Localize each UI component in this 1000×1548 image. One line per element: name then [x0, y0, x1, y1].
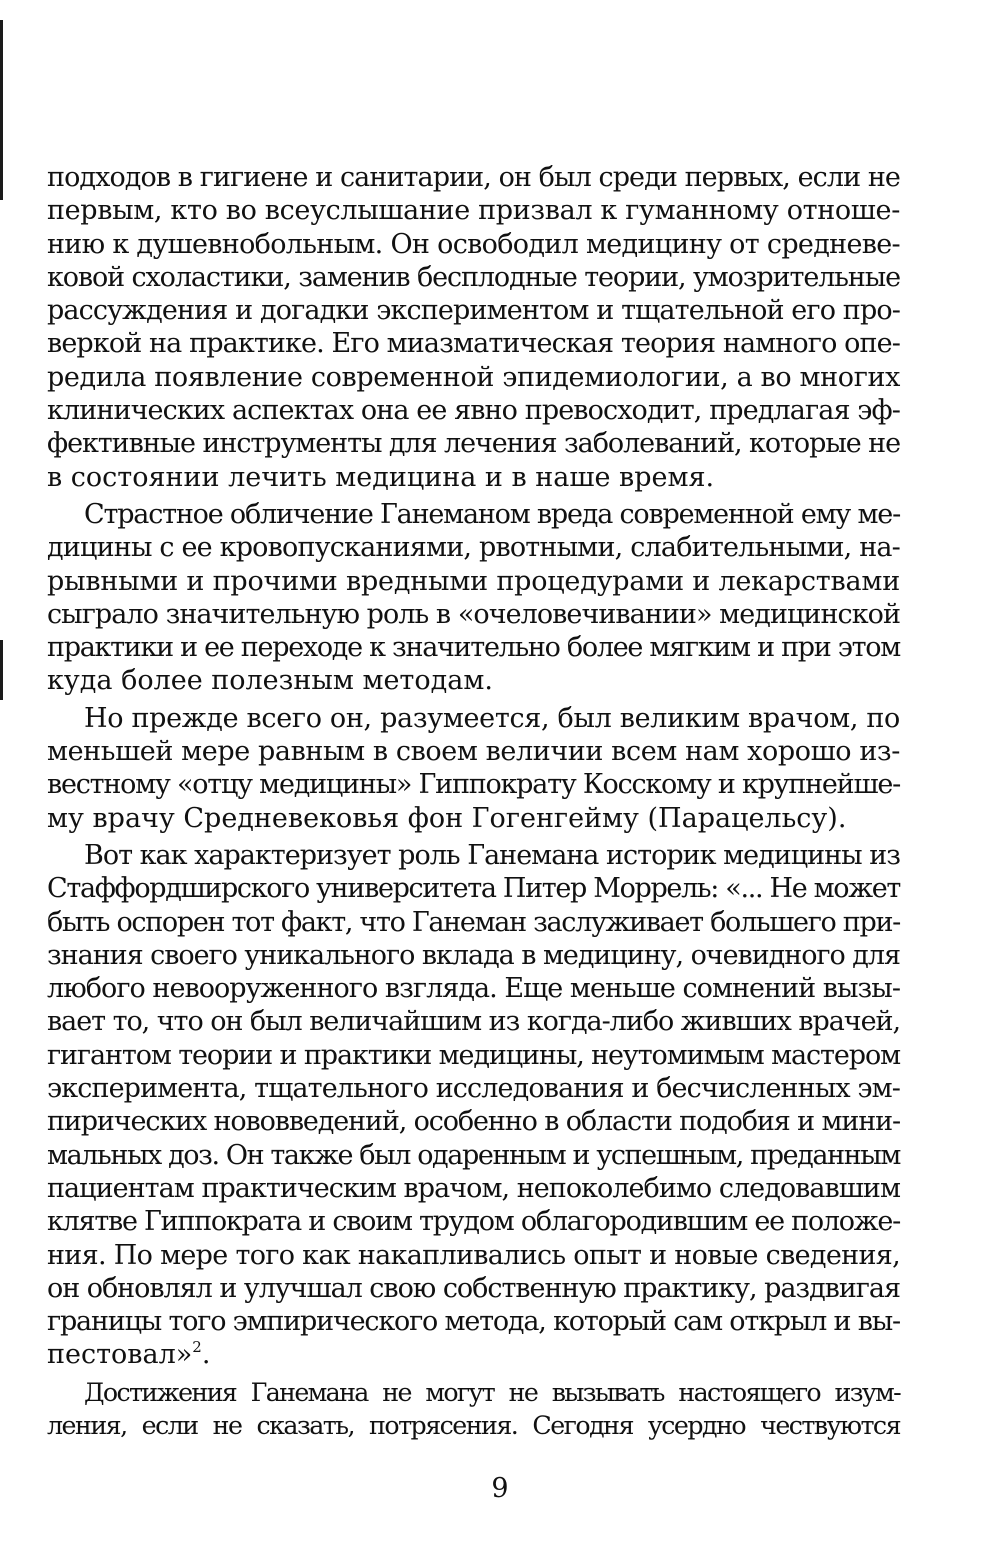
- text-line: ковой схоластики, заменив бесплодные теории, умозрительные: [47, 261, 900, 293]
- footnote-reference: 2: [192, 1338, 202, 1357]
- text-line: гигантом теории и практики медицины, неутомимым мастером: [47, 1039, 900, 1071]
- body-text: [47, 161, 900, 1446]
- text-line: Но прежде всего он, разумеется, был великим врачом, по: [84, 702, 900, 734]
- left-edge-shadow-lower: [0, 640, 3, 700]
- text-line: знания своего уникального вклада в медицину, очевидного для: [47, 939, 900, 971]
- text-line: клинических аспектах она ее явно превосходит, предлагая эф-: [47, 395, 900, 427]
- text-line: фективные инструменты для лечения заболеваний, которые не: [47, 428, 900, 460]
- paragraph-3: [47, 702, 900, 835]
- text-line: любого невооруженного взгляда. Еще меньше сомнений вызы-: [47, 973, 900, 1005]
- text-line: рывными и прочими вредными процедурами и лекарствами: [47, 565, 900, 597]
- text-line: дицины с ее кровопусканиями, рвотными, слабительными, на-: [47, 532, 900, 564]
- text-line: Страстное обличение Ганеманом вреда современной ему ме-: [84, 498, 900, 530]
- text-line: вестному «отцу медицины» Гиппократу Косскому и крупнейше-: [47, 769, 900, 801]
- text-fragment: пестовал»: [47, 1339, 193, 1371]
- paragraph-5: [47, 1376, 900, 1443]
- text-line: пациентам практическим врачом, непоколебимо следовавшим: [47, 1172, 900, 1204]
- text-line: клятве Гиппократа и своим трудом облагородившим ее положе-: [47, 1206, 900, 1238]
- text-line: эксперимента, тщательного исследования и бесчисленных эм-: [47, 1073, 901, 1105]
- text-line: вает то, что он был величайшим из когда-либо живших врачей,: [47, 1006, 900, 1038]
- text-line: мальных доз. Он также был одаренным и успешным, преданным: [47, 1139, 900, 1171]
- text-line-with-footnote: [47, 1338, 900, 1371]
- text-line: первым, кто во всеуслышание призвал к гуманному отноше-: [47, 195, 900, 227]
- text-line: куда более полезным методам.: [47, 665, 493, 697]
- text-line: редила появление современной эпидемиологии, а во многих: [47, 361, 900, 393]
- paragraph-2: [47, 498, 900, 698]
- text-line: веркой на практике. Его миазматическая теория намного опе-: [47, 328, 900, 360]
- text-line: подходов в гигиене и санитарии, он был среди первых, если не: [47, 162, 900, 193]
- text-line: Вот как характеризует роль Ганемана историк медицины из: [84, 839, 900, 871]
- page-number: 9: [491, 1473, 509, 1504]
- paragraph-1: [47, 161, 900, 494]
- text-line: быть оспорен тот факт, что Ганеман заслуживает большего при-: [47, 906, 900, 938]
- text-line: рассуждения и догадки экспериментом и тщательной его про-: [47, 295, 901, 327]
- text-line: нию к душевнобольным. Он освободил медицину от средневе-: [47, 228, 900, 260]
- left-edge-shadow: [0, 20, 3, 200]
- text-fragment: .: [201, 1339, 211, 1371]
- text-line: практики и ее переходе к значительно более мягким и при этом: [47, 632, 900, 664]
- text-line: Достижения Ганемана не могут не вызывать настоящего изум-: [84, 1377, 900, 1407]
- text-line: ления, если не сказать, потрясения. Сегодня усердно чествуются: [47, 1410, 900, 1440]
- text-line: границы того эмпирического метода, который сам открыл и вы-: [47, 1306, 900, 1338]
- text-line: он обновлял и улучшал свою собственную практику, раздвигая: [47, 1272, 900, 1304]
- paragraph-4: [47, 839, 900, 1372]
- text-line: Стаффордширского университета Питер Моррель: «... Не может: [47, 873, 900, 905]
- text-line: в состоянии лечить медицина и в наше время.: [47, 461, 715, 493]
- text-line: му врачу Средневековья фон Гогенгейму (Парацельсу).: [47, 802, 847, 834]
- text-line: пирических нововведений, особенно в области подобия и мини-: [47, 1106, 900, 1138]
- text-line: меньшей мере равным в своем величии всем нам хорошо из-: [47, 736, 900, 768]
- text-line: ния. По мере того как накапливались опыт и новые сведения,: [47, 1239, 900, 1271]
- text-line: сыграло значительную роль в «очеловечивании» медицинской: [47, 598, 900, 630]
